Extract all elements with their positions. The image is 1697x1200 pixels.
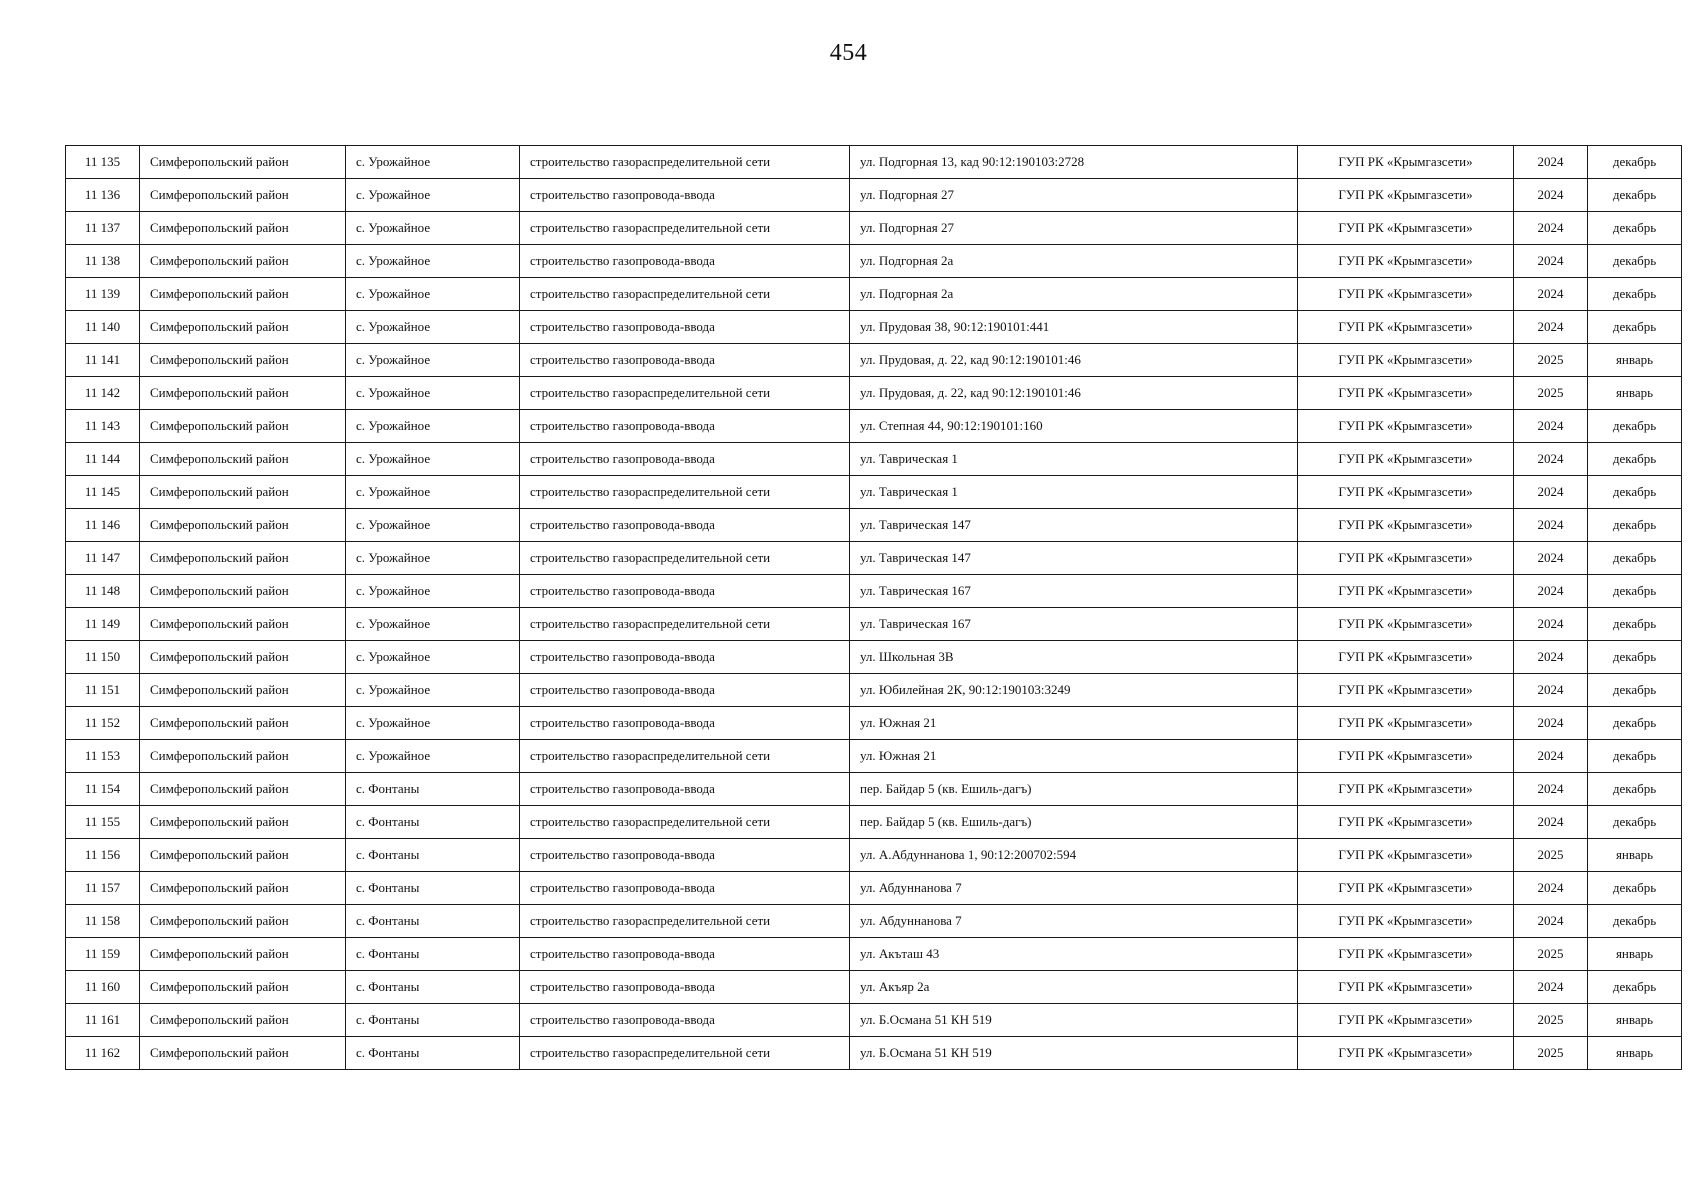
year-cell: 2024 [1514,773,1588,806]
work-type-cell: строительство газопровода-ввода [520,311,850,344]
district-cell: Симферопольский район [140,509,346,542]
address-cell: ул. Подгорная 13, кад 90:12:190103:2728 [850,146,1298,179]
organization-cell: ГУП РК «Крымгазсети» [1298,1037,1514,1070]
work-type-cell: строительство газораспределительной сети [520,476,850,509]
month-cell: декабрь [1588,575,1682,608]
year-cell: 2024 [1514,641,1588,674]
organization-cell: ГУП РК «Крымгазсети» [1298,773,1514,806]
table-row [66,344,1682,377]
row-number-cell: 11 155 [66,806,140,839]
table-row [66,1004,1682,1037]
month-cell: январь [1588,344,1682,377]
month-cell: декабрь [1588,674,1682,707]
district-cell: Симферопольский район [140,443,346,476]
row-number-cell: 11 146 [66,509,140,542]
work-type-cell: строительство газопровода-ввода [520,344,850,377]
month-cell: декабрь [1588,707,1682,740]
organization-cell: ГУП РК «Крымгазсети» [1298,542,1514,575]
district-cell: Симферопольский район [140,344,346,377]
organization-cell: ГУП РК «Крымгазсети» [1298,311,1514,344]
table-row [66,212,1682,245]
work-type-cell: строительство газораспределительной сети [520,542,850,575]
year-cell: 2024 [1514,707,1588,740]
organization-cell: ГУП РК «Крымгазсети» [1298,179,1514,212]
organization-cell: ГУП РК «Крымгазсети» [1298,1004,1514,1037]
month-cell: декабрь [1588,311,1682,344]
locality-cell: с. Фонтаны [346,773,520,806]
row-number-cell: 11 142 [66,377,140,410]
organization-cell: ГУП РК «Крымгазсети» [1298,278,1514,311]
table-row [66,608,1682,641]
table-row [66,839,1682,872]
organization-cell: ГУП РК «Крымгазсети» [1298,245,1514,278]
year-cell: 2024 [1514,740,1588,773]
year-cell: 2024 [1514,674,1588,707]
work-type-cell: строительство газопровода-ввода [520,839,850,872]
row-number-cell: 11 141 [66,344,140,377]
organization-cell: ГУП РК «Крымгазсети» [1298,344,1514,377]
table-row [66,641,1682,674]
address-cell: ул. Подгорная 27 [850,212,1298,245]
month-cell: декабрь [1588,542,1682,575]
year-cell: 2024 [1514,872,1588,905]
district-cell: Симферопольский район [140,608,346,641]
address-cell: пер. Байдар 5 (кв. Ешиль-дагъ) [850,806,1298,839]
district-cell: Симферопольский район [140,212,346,245]
organization-cell: ГУП РК «Крымгазсети» [1298,641,1514,674]
work-type-cell: строительство газораспределительной сети [520,905,850,938]
locality-cell: с. Фонтаны [346,839,520,872]
locality-cell: с. Урожайное [346,245,520,278]
work-type-cell: строительство газопровода-ввода [520,971,850,1004]
month-cell: январь [1588,938,1682,971]
table-row [66,443,1682,476]
row-number-cell: 11 149 [66,608,140,641]
locality-cell: с. Фонтаны [346,806,520,839]
table-row [66,311,1682,344]
year-cell: 2024 [1514,278,1588,311]
work-type-cell: строительство газопровода-ввода [520,674,850,707]
work-type-cell: строительство газораспределительной сети [520,740,850,773]
work-type-cell: строительство газопровода-ввода [520,245,850,278]
work-type-cell: строительство газораспределительной сети [520,377,850,410]
year-cell: 2025 [1514,938,1588,971]
table-row [66,1037,1682,1070]
district-cell: Симферопольский район [140,905,346,938]
work-type-cell: строительство газопровода-ввода [520,179,850,212]
address-cell: ул. Подгорная 27 [850,179,1298,212]
organization-cell: ГУП РК «Крымгазсети» [1298,674,1514,707]
row-number-cell: 11 138 [66,245,140,278]
address-cell: ул. Прудовая, д. 22, кад 90:12:190101:46 [850,377,1298,410]
locality-cell: с. Урожайное [346,542,520,575]
district-cell: Симферопольский район [140,278,346,311]
row-number-cell: 11 154 [66,773,140,806]
locality-cell: с. Урожайное [346,278,520,311]
locality-cell: с. Урожайное [346,476,520,509]
district-cell: Симферопольский район [140,377,346,410]
year-cell: 2025 [1514,839,1588,872]
address-cell: ул. Школьная 3В [850,641,1298,674]
table-row [66,509,1682,542]
table-row [66,971,1682,1004]
address-cell: пер. Байдар 5 (кв. Ешиль-дагъ) [850,773,1298,806]
year-cell: 2024 [1514,905,1588,938]
table-row [66,806,1682,839]
row-number-cell: 11 159 [66,938,140,971]
locality-cell: с. Урожайное [346,410,520,443]
organization-cell: ГУП РК «Крымгазсети» [1298,212,1514,245]
organization-cell: ГУП РК «Крымгазсети» [1298,740,1514,773]
month-cell: декабрь [1588,872,1682,905]
organization-cell: ГУП РК «Крымгазсети» [1298,707,1514,740]
locality-cell: с. Урожайное [346,212,520,245]
work-type-cell: строительство газопровода-ввода [520,443,850,476]
month-cell: декабрь [1588,641,1682,674]
month-cell: январь [1588,377,1682,410]
register-table [65,145,1682,1070]
organization-cell: ГУП РК «Крымгазсети» [1298,377,1514,410]
district-cell: Симферопольский район [140,476,346,509]
organization-cell: ГУП РК «Крымгазсети» [1298,806,1514,839]
row-number-cell: 11 160 [66,971,140,1004]
locality-cell: с. Фонтаны [346,872,520,905]
locality-cell: с. Фонтаны [346,905,520,938]
year-cell: 2024 [1514,542,1588,575]
address-cell: ул. Таврическая 167 [850,575,1298,608]
organization-cell: ГУП РК «Крымгазсети» [1298,872,1514,905]
district-cell: Симферопольский район [140,146,346,179]
locality-cell: с. Урожайное [346,377,520,410]
address-cell: ул. Южная 21 [850,707,1298,740]
month-cell: декабрь [1588,806,1682,839]
address-cell: ул. Б.Османа 51 КН 519 [850,1004,1298,1037]
table-row [66,476,1682,509]
address-cell: ул. Абдуннанова 7 [850,905,1298,938]
address-cell: ул. Юбилейная 2К, 90:12:190103:3249 [850,674,1298,707]
address-cell: ул. Акъяр 2а [850,971,1298,1004]
row-number-cell: 11 157 [66,872,140,905]
locality-cell: с. Урожайное [346,575,520,608]
address-cell: ул. Южная 21 [850,740,1298,773]
row-number-cell: 11 135 [66,146,140,179]
work-type-cell: строительство газораспределительной сети [520,278,850,311]
district-cell: Симферопольский район [140,179,346,212]
work-type-cell: строительство газопровода-ввода [520,872,850,905]
district-cell: Симферопольский район [140,839,346,872]
row-number-cell: 11 143 [66,410,140,443]
row-number-cell: 11 147 [66,542,140,575]
address-cell: ул. Таврическая 1 [850,443,1298,476]
month-cell: декабрь [1588,971,1682,1004]
month-cell: декабрь [1588,608,1682,641]
year-cell: 2024 [1514,212,1588,245]
year-cell: 2024 [1514,146,1588,179]
table-row [66,179,1682,212]
locality-cell: с. Фонтаны [346,971,520,1004]
address-cell: ул. Таврическая 167 [850,608,1298,641]
year-cell: 2024 [1514,179,1588,212]
locality-cell: с. Урожайное [346,311,520,344]
year-cell: 2024 [1514,575,1588,608]
month-cell: декабрь [1588,905,1682,938]
organization-cell: ГУП РК «Крымгазсети» [1298,971,1514,1004]
row-number-cell: 11 150 [66,641,140,674]
month-cell: декабрь [1588,410,1682,443]
address-cell: ул. Прудовая 38, 90:12:190101:441 [850,311,1298,344]
organization-cell: ГУП РК «Крымгазсети» [1298,410,1514,443]
work-type-cell: строительство газопровода-ввода [520,707,850,740]
district-cell: Симферопольский район [140,938,346,971]
address-cell: ул. Таврическая 1 [850,476,1298,509]
table-row [66,707,1682,740]
organization-cell: ГУП РК «Крымгазсети» [1298,905,1514,938]
locality-cell: с. Урожайное [346,641,520,674]
row-number-cell: 11 148 [66,575,140,608]
work-type-cell: строительство газопровода-ввода [520,773,850,806]
locality-cell: с. Урожайное [346,179,520,212]
table-row [66,674,1682,707]
table-row [66,773,1682,806]
row-number-cell: 11 158 [66,905,140,938]
district-cell: Симферопольский район [140,575,346,608]
locality-cell: с. Урожайное [346,509,520,542]
locality-cell: с. Урожайное [346,443,520,476]
year-cell: 2024 [1514,806,1588,839]
district-cell: Симферопольский район [140,1004,346,1037]
row-number-cell: 11 161 [66,1004,140,1037]
month-cell: декабрь [1588,179,1682,212]
row-number-cell: 11 144 [66,443,140,476]
row-number-cell: 11 162 [66,1037,140,1070]
table-row [66,377,1682,410]
locality-cell: с. Урожайное [346,344,520,377]
locality-cell: с. Урожайное [346,707,520,740]
address-cell: ул. Степная 44, 90:12:190101:160 [850,410,1298,443]
work-type-cell: строительство газопровода-ввода [520,575,850,608]
year-cell: 2025 [1514,1004,1588,1037]
work-type-cell: строительство газораспределительной сети [520,806,850,839]
district-cell: Симферопольский район [140,245,346,278]
district-cell: Симферопольский район [140,971,346,1004]
work-type-cell: строительство газопровода-ввода [520,938,850,971]
table-row [66,245,1682,278]
month-cell: декабрь [1588,509,1682,542]
table-row [66,278,1682,311]
work-type-cell: строительство газопровода-ввода [520,641,850,674]
organization-cell: ГУП РК «Крымгазсети» [1298,509,1514,542]
year-cell: 2024 [1514,443,1588,476]
district-cell: Симферопольский район [140,740,346,773]
year-cell: 2024 [1514,509,1588,542]
work-type-cell: строительство газораспределительной сети [520,608,850,641]
address-cell: ул. Таврическая 147 [850,509,1298,542]
locality-cell: с. Урожайное [346,674,520,707]
row-number-cell: 11 145 [66,476,140,509]
work-type-cell: строительство газораспределительной сети [520,146,850,179]
year-cell: 2024 [1514,245,1588,278]
month-cell: декабрь [1588,278,1682,311]
month-cell: январь [1588,1037,1682,1070]
address-cell: ул. Б.Османа 51 КН 519 [850,1037,1298,1070]
row-number-cell: 11 136 [66,179,140,212]
district-cell: Симферопольский район [140,872,346,905]
organization-cell: ГУП РК «Крымгазсети» [1298,608,1514,641]
year-cell: 2025 [1514,377,1588,410]
year-cell: 2025 [1514,1037,1588,1070]
district-cell: Симферопольский район [140,542,346,575]
year-cell: 2024 [1514,410,1588,443]
work-type-cell: строительство газораспределительной сети [520,212,850,245]
locality-cell: с. Урожайное [346,608,520,641]
organization-cell: ГУП РК «Крымгазсети» [1298,476,1514,509]
work-type-cell: строительство газопровода-ввода [520,410,850,443]
address-cell: ул. Таврическая 147 [850,542,1298,575]
locality-cell: с. Фонтаны [346,1004,520,1037]
table-row [66,872,1682,905]
district-cell: Симферопольский район [140,410,346,443]
locality-cell: с. Урожайное [346,740,520,773]
table-row [66,938,1682,971]
month-cell: январь [1588,839,1682,872]
month-cell: декабрь [1588,212,1682,245]
locality-cell: с. Урожайное [346,146,520,179]
work-type-cell: строительство газопровода-ввода [520,509,850,542]
organization-cell: ГУП РК «Крымгазсети» [1298,575,1514,608]
month-cell: декабрь [1588,443,1682,476]
district-cell: Симферопольский район [140,1037,346,1070]
row-number-cell: 11 140 [66,311,140,344]
district-cell: Симферопольский район [140,641,346,674]
month-cell: декабрь [1588,245,1682,278]
work-type-cell: строительство газораспределительной сети [520,1037,850,1070]
locality-cell: с. Фонтаны [346,1037,520,1070]
row-number-cell: 11 156 [66,839,140,872]
organization-cell: ГУП РК «Крымгазсети» [1298,839,1514,872]
organization-cell: ГУП РК «Крымгазсети» [1298,443,1514,476]
organization-cell: ГУП РК «Крымгазсети» [1298,146,1514,179]
year-cell: 2025 [1514,344,1588,377]
month-cell: декабрь [1588,773,1682,806]
year-cell: 2024 [1514,311,1588,344]
year-cell: 2024 [1514,608,1588,641]
address-cell: ул. Акъташ 43 [850,938,1298,971]
address-cell: ул. Абдуннанова 7 [850,872,1298,905]
month-cell: декабрь [1588,476,1682,509]
table-row [66,542,1682,575]
organization-cell: ГУП РК «Крымгазсети» [1298,938,1514,971]
row-number-cell: 11 139 [66,278,140,311]
work-type-cell: строительство газопровода-ввода [520,1004,850,1037]
table-row [66,740,1682,773]
row-number-cell: 11 153 [66,740,140,773]
table-row [66,575,1682,608]
page-number: 454 [829,40,868,66]
row-number-cell: 11 137 [66,212,140,245]
district-cell: Симферопольский район [140,707,346,740]
register-body [66,146,1682,1070]
table-row [66,146,1682,179]
address-cell: ул. Подгорная 2а [850,278,1298,311]
table-row [66,905,1682,938]
district-cell: Симферопольский район [140,311,346,344]
month-cell: декабрь [1588,146,1682,179]
month-cell: декабрь [1588,740,1682,773]
district-cell: Симферопольский район [140,773,346,806]
table-row [66,410,1682,443]
row-number-cell: 11 152 [66,707,140,740]
row-number-cell: 11 151 [66,674,140,707]
address-cell: ул. Прудовая, д. 22, кад 90:12:190101:46 [850,344,1298,377]
locality-cell: с. Фонтаны [346,938,520,971]
district-cell: Симферопольский район [140,806,346,839]
year-cell: 2024 [1514,971,1588,1004]
year-cell: 2024 [1514,476,1588,509]
address-cell: ул. Подгорная 2а [850,245,1298,278]
address-cell: ул. А.Абдуннанова 1, 90:12:200702:594 [850,839,1298,872]
district-cell: Симферопольский район [140,674,346,707]
month-cell: январь [1588,1004,1682,1037]
